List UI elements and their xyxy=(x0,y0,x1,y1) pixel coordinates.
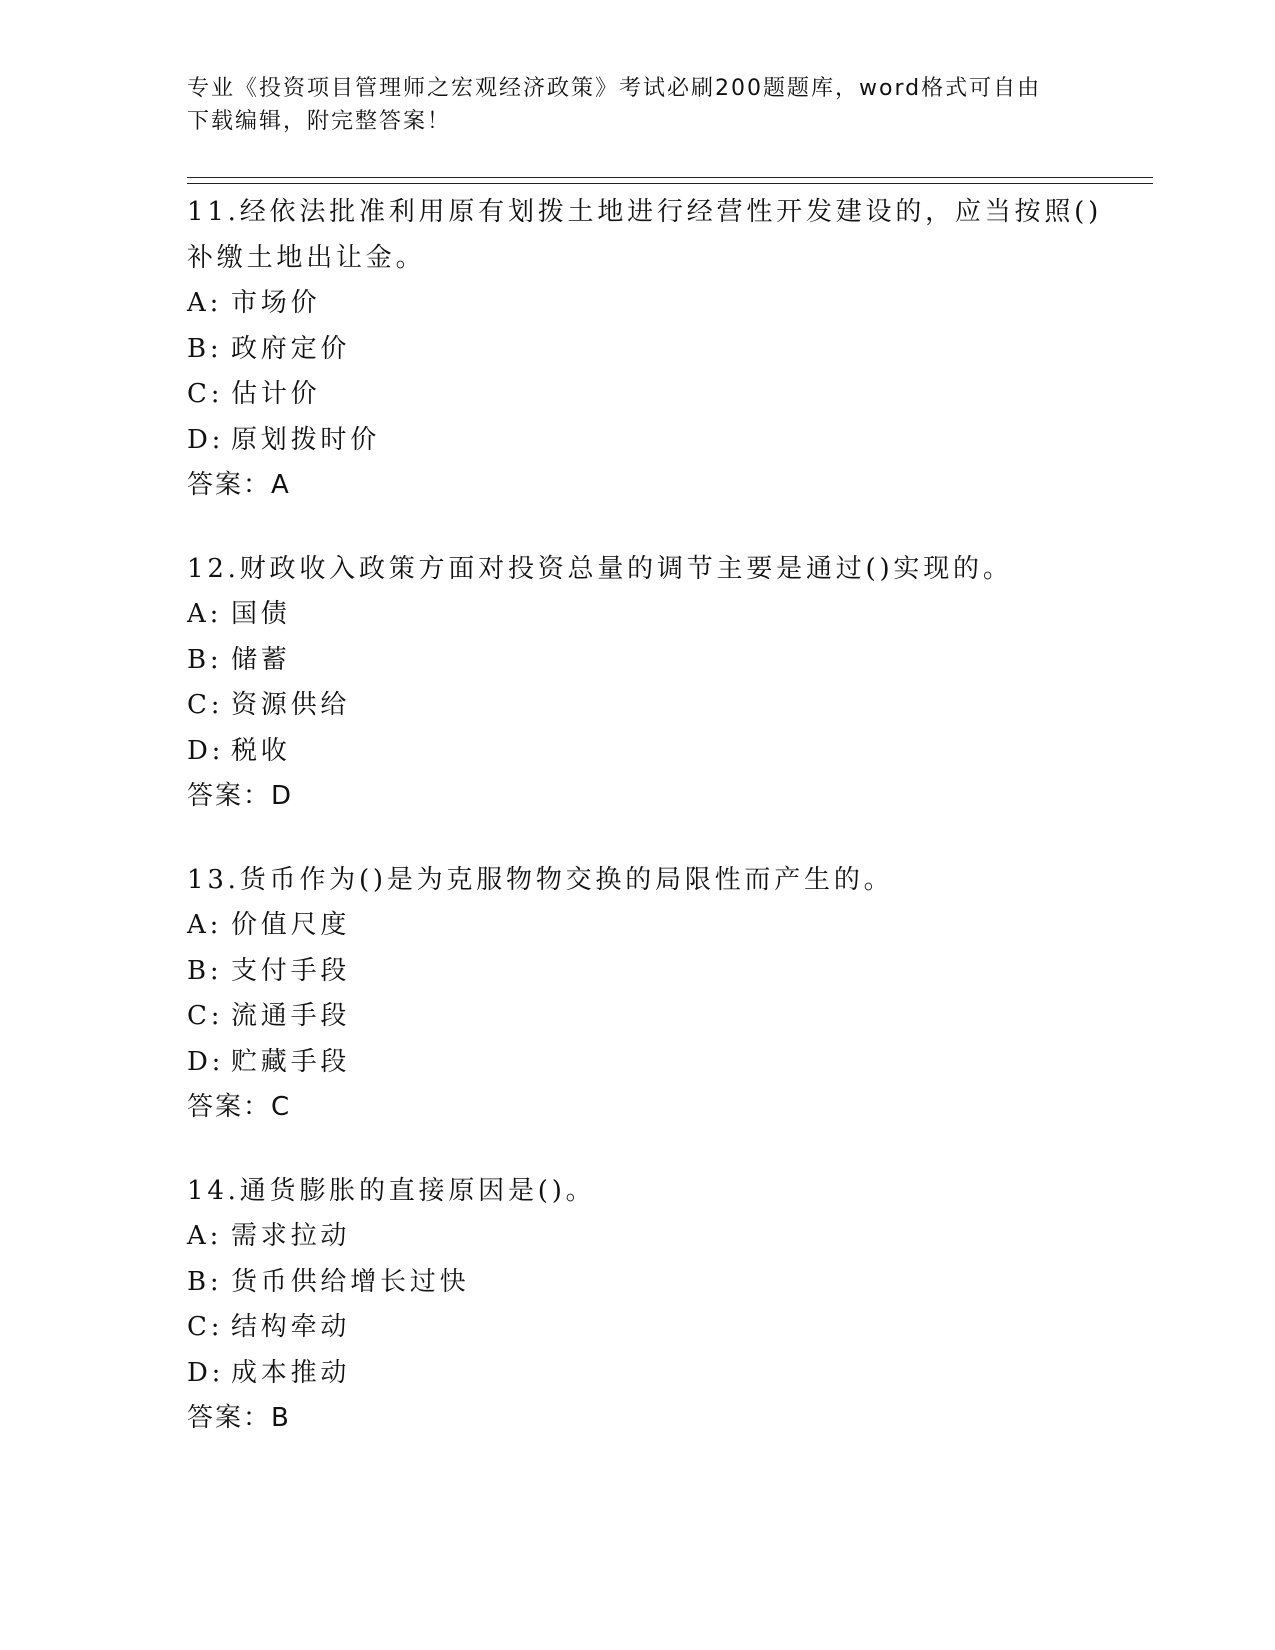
option-a xyxy=(187,903,1087,949)
option-key: D: xyxy=(187,1357,225,1388)
option-key: B: xyxy=(187,955,223,986)
option-text: 估计价 xyxy=(231,379,321,409)
option-b xyxy=(187,327,1087,373)
option-text: 资源供给 xyxy=(231,690,351,720)
option-b xyxy=(187,638,1087,684)
option-key: A: xyxy=(187,910,223,940)
question-14 xyxy=(187,1169,1087,1442)
header-divider-top xyxy=(187,177,1153,178)
question-13 xyxy=(187,858,1087,1131)
stem-line: 12.财政收入政策方面对投资总量的调节主要是通过()实现的。 xyxy=(187,553,1013,584)
header-line-2: 下载编辑，附完整答案！ xyxy=(187,109,452,134)
stem-line: 补缴土地出让金。 xyxy=(187,242,426,273)
stem-line: 13.货币作为()是为克服物物交换的局限性而产生的。 xyxy=(187,864,894,895)
answer-line: 答案：B xyxy=(187,1403,291,1433)
stem-line: 11.经依法批准利用原有划拨土地进行经营性开发建设的，应当按照() xyxy=(187,197,1103,227)
option-key: A: xyxy=(187,599,223,629)
option-key: D: xyxy=(187,424,225,455)
option-key: B: xyxy=(187,1266,223,1297)
header-divider-bottom xyxy=(187,183,1153,184)
option-text: 贮藏手段 xyxy=(231,1046,351,1077)
option-b xyxy=(187,1260,1087,1306)
question-stem xyxy=(187,547,1087,593)
option-b xyxy=(187,949,1087,995)
option-key: A: xyxy=(187,288,223,318)
option-text: 成本推动 xyxy=(231,1357,351,1388)
question-stem xyxy=(187,858,1087,904)
option-text: 货币供给增长过快 xyxy=(231,1266,470,1297)
option-a xyxy=(187,281,1087,327)
option-c xyxy=(187,372,1087,418)
option-key: B: xyxy=(187,333,223,364)
option-d xyxy=(187,1351,1087,1397)
option-text: 支付手段 xyxy=(231,955,351,986)
option-c xyxy=(187,994,1087,1040)
question-list xyxy=(187,190,1103,1480)
option-text: 储蓄 xyxy=(231,644,291,675)
option-key: C: xyxy=(187,1312,224,1342)
question-stem xyxy=(187,190,1103,281)
answer-line: 答案：A xyxy=(187,470,291,500)
option-c xyxy=(187,1305,1087,1351)
option-text: 价值尺度 xyxy=(231,910,351,940)
stem-line: 14.通货膨胀的直接原因是()。 xyxy=(187,1175,596,1206)
document-header xyxy=(187,72,1067,138)
option-a xyxy=(187,1214,1087,1260)
option-text: 原划拨时价 xyxy=(231,424,381,455)
option-text: 需求拉动 xyxy=(231,1221,351,1251)
answer-line: 答案：C xyxy=(187,1092,292,1122)
option-text: 市场价 xyxy=(231,288,321,318)
option-text: 结构牵动 xyxy=(231,1312,351,1342)
option-key: B: xyxy=(187,644,223,675)
option-text: 流通手段 xyxy=(231,1001,351,1031)
option-c xyxy=(187,683,1087,729)
option-text: 税收 xyxy=(231,735,291,766)
option-text: 国债 xyxy=(231,599,291,629)
question-11 xyxy=(187,190,1103,509)
option-text: 政府定价 xyxy=(231,333,351,364)
question-12 xyxy=(187,547,1087,820)
option-key: C: xyxy=(187,1001,224,1031)
option-key: A: xyxy=(187,1221,223,1251)
option-key: D: xyxy=(187,735,225,766)
question-stem xyxy=(187,1169,1087,1215)
option-d xyxy=(187,1040,1087,1086)
option-key: C: xyxy=(187,690,224,720)
option-d xyxy=(187,729,1087,775)
answer-line: 答案：D xyxy=(187,781,294,811)
header-line-1: 专业《投资项目管理师之宏观经济政策》考试必刷200题题库，word格式可自由 xyxy=(187,76,1042,101)
option-key: D: xyxy=(187,1046,225,1077)
option-key: C: xyxy=(187,379,224,409)
option-a xyxy=(187,592,1087,638)
option-d xyxy=(187,418,1087,464)
